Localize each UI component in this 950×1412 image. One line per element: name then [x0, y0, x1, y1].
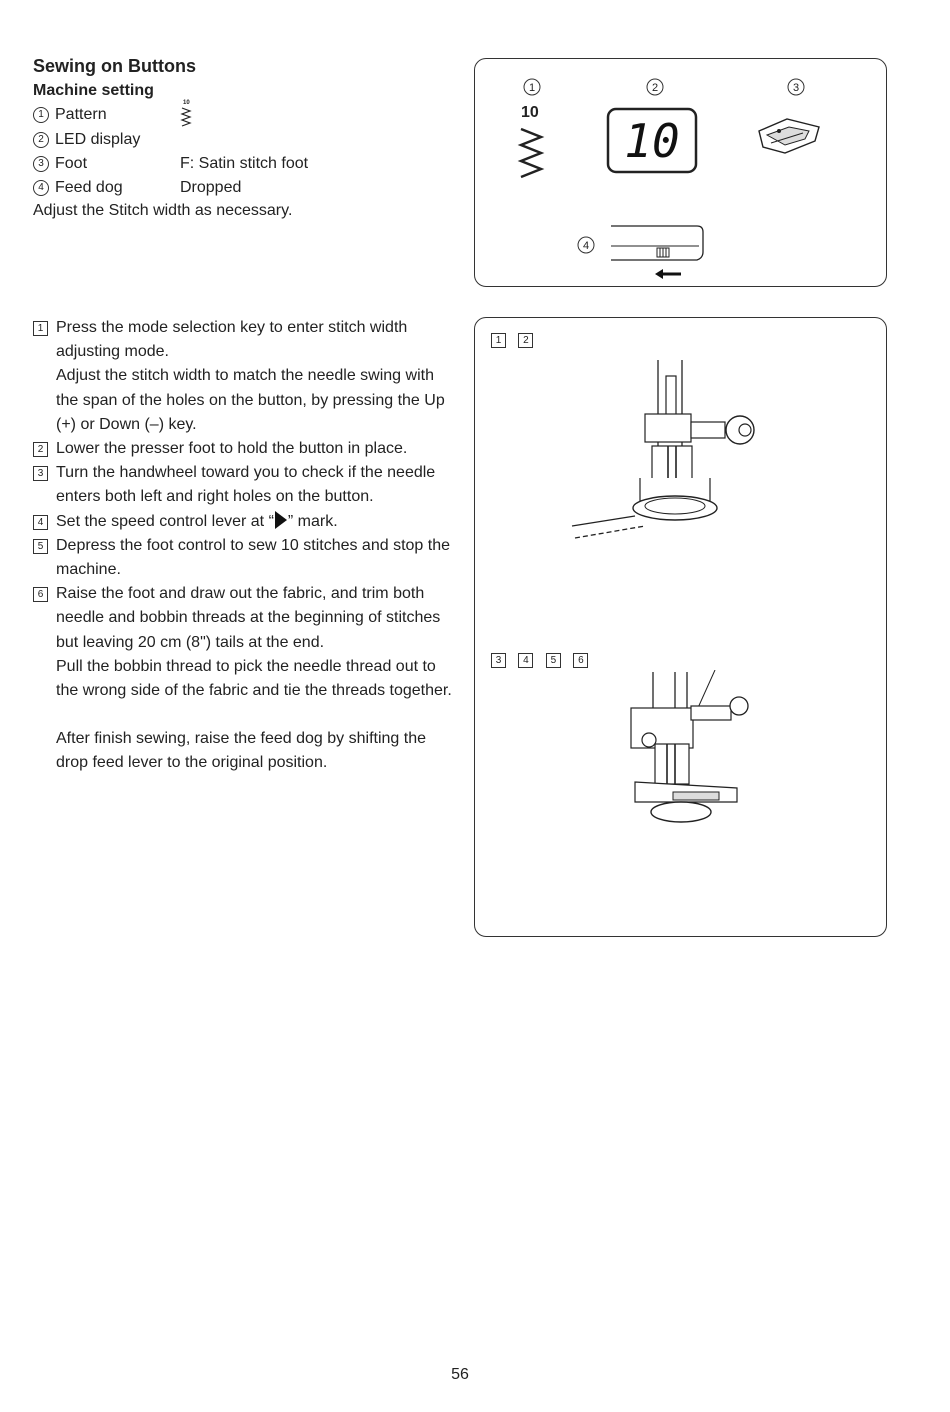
step-text: Set the speed control lever at “ ” mark. [56, 510, 453, 534]
step-item [33, 316, 453, 437]
step-number: 2 [33, 442, 48, 457]
setting-panel-illustration [475, 59, 888, 288]
step-ref: 1 [491, 333, 506, 348]
step-text: Raise the foot and draw out the fabric, and trim both needle and bobbin threads at the beginning of stitches but leaving 20 cm (8") tails at the end. [56, 585, 441, 651]
pattern-number: 10 [521, 104, 539, 121]
illustration-panel [474, 317, 887, 937]
setting-label: Pattern [55, 106, 107, 123]
callout-number: 4 [33, 180, 49, 196]
step-ref: 5 [546, 653, 561, 668]
drop-feed-lever-icon [611, 226, 703, 279]
callout-number: 1 [33, 107, 49, 123]
speed-mark-icon [274, 510, 288, 530]
button-placement-illustration [570, 356, 770, 546]
setting-label: LED display [55, 131, 141, 148]
satin-stitch-foot-icon [759, 119, 819, 153]
setting-label: Feed dog [55, 179, 123, 196]
pattern-symbol [180, 98, 194, 137]
svg-text:2: 2 [651, 82, 659, 94]
lower-illustration-labels [491, 652, 588, 670]
step-item [33, 437, 453, 461]
machine-setting-panel [474, 58, 887, 287]
section-subtitle: Machine setting [33, 82, 154, 99]
step-ref: 4 [518, 653, 533, 668]
callout-4 [578, 237, 594, 253]
callout-1 [524, 79, 540, 95]
step-item [33, 582, 453, 703]
callout-number: 2 [33, 132, 49, 148]
step-extra-text: Pull the bobbin thread to pick the needle thread out to the wrong side of the fabric and tie the threads together. [56, 657, 452, 700]
sewing-button-illustration [625, 670, 755, 835]
page-number: 56 [451, 1366, 469, 1383]
zigzag-stitch-icon [521, 129, 541, 177]
step-text: Lower the presser foot to hold the button in place. [56, 440, 408, 458]
step-text: Press the mode selection key to enter stitch width adjusting mode. [56, 319, 408, 361]
setting-label: Foot [55, 155, 88, 172]
svg-text:1: 1 [528, 82, 536, 94]
callout-2 [647, 79, 663, 95]
instruction-steps [33, 316, 453, 792]
step-extra-text: Adjust the stitch width to match the needle swing with the span of the holes on the button, by pressing the Up (+) or Down (–) key. [56, 367, 445, 433]
step-number: 6 [33, 587, 48, 602]
step-number: 1 [33, 321, 48, 336]
pattern-small-number: 10 [183, 100, 190, 106]
step-ref: 6 [573, 653, 588, 668]
step-text: Turn the handwheel toward you to check if the needle enters both left and right holes on the button. [56, 464, 436, 506]
callout-3 [788, 79, 804, 95]
upper-illustration-labels [491, 332, 533, 350]
step-item [33, 461, 453, 509]
step-number: 5 [33, 539, 48, 554]
zigzag-pattern-icon [180, 98, 194, 130]
after-note: After finish sewing, raise the feed dog by shifting the drop feed lever to the original position. [56, 730, 426, 772]
step-item [33, 510, 453, 534]
page-title: Sewing on Buttons [33, 56, 196, 76]
adjust-note: Adjust the Stitch width as necessary. [33, 202, 293, 219]
setting-value: Dropped [180, 179, 242, 196]
svg-text:4: 4 [582, 240, 590, 252]
setting-value: F: Satin stitch foot [180, 155, 309, 172]
step-ref: 3 [491, 653, 506, 668]
step-number: 4 [33, 515, 48, 530]
svg-text:3: 3 [792, 82, 800, 94]
step-ref: 2 [518, 333, 533, 348]
callout-number: 3 [33, 156, 49, 172]
step-number: 3 [33, 466, 48, 481]
step-text: Depress the foot control to sew 10 stitches and stop the machine. [56, 536, 450, 579]
step-item [33, 534, 453, 582]
led-value: 10 [624, 114, 680, 168]
